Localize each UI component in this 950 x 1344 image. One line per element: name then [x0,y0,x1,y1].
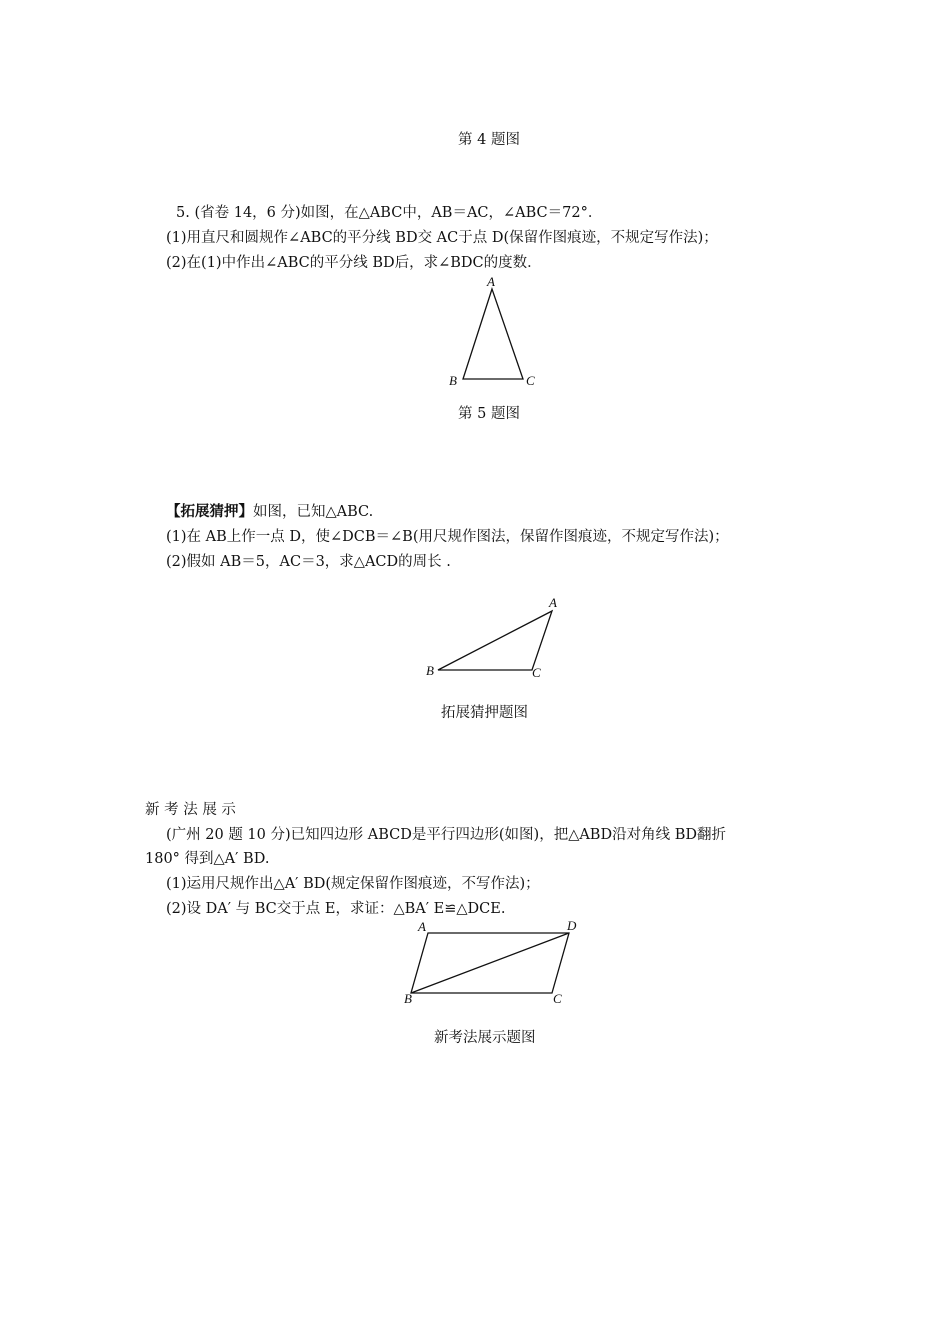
new-heading: 新 考 法 展 示 [145,802,236,818]
q5-label-b: B [449,373,457,388]
diagonal-bd [411,933,569,993]
new-line2: 180° 得到△A′ BD. [145,851,270,867]
new-part2: (2)设 DA′ 与 BC交于点 E，求证：△BA′ E≌△DCE. [166,901,506,917]
ext-intro: 如图，已知△ABC. [253,504,374,520]
new-label-c: C [553,991,562,1006]
new-part1: (1)运用尺规作出△A′ BD(规定保留作图痕迹，不写作法)； [166,876,540,892]
new-line1: (广州 20 题 10 分)已知四边形 ABCD是平行四边形(如图)，把△ABD沿对角线 BD翻折 [166,827,726,843]
new-label-a: A [418,919,426,934]
q5-number: 5. [176,205,190,221]
new-label-b: B [404,991,412,1006]
q5-caption: 第 5 题图 [458,406,520,422]
ext-label-c: C [532,665,541,680]
q5-label-a: A [487,274,495,289]
new-caption: 新考法展示题图 [434,1030,536,1046]
ext-label-a: A [549,595,557,610]
ext-part1: (1)在 AB上作一点 D，使∠DCB＝∠B(用尺规作图法，保留作图痕迹，不规定写作法)； [166,529,729,545]
new-label-d: D [567,918,577,933]
q5-part1: (1)用直尺和圆规作∠ABC的平分线 BD交 AC于点 D(保留作图痕迹，不规定写作法)； [166,230,718,246]
ext-part2: (2)假如 AB＝5，AC＝3，求△ACD的周长 . [166,554,451,570]
ext-tag: 【拓展猜押】 [166,503,253,520]
q5-intro: 如图，在△ABC中，AB＝AC，∠ABC＝72°． [300,205,603,221]
q5-label-c: C [526,373,535,388]
fig4-caption: 第 4 题图 [458,132,520,148]
ext-caption: 拓展猜押题图 [441,705,528,721]
q5-part2: (2)在(1)中作出∠ABC的平分线 BD后，求∠BDC的度数． [166,255,542,271]
q5-source: (省卷 14，6 分) [194,205,301,221]
ext-label-b: B [426,663,434,678]
